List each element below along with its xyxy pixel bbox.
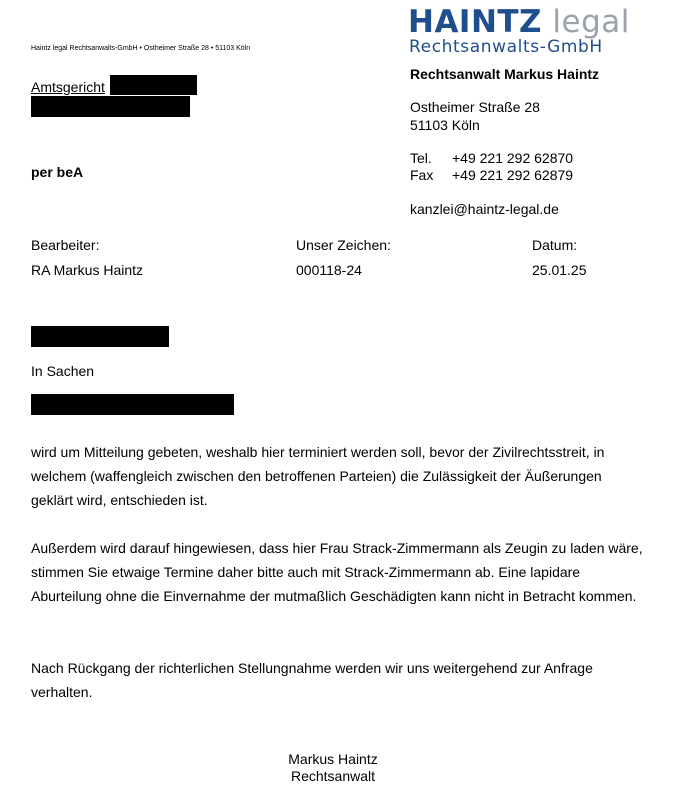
company-logo [408,4,630,40]
contact-email: kanzlei@haintz-legal.de [410,201,559,217]
sender-line: Haintz legal Rechtsanwalts-GmbH • Ostheimer Straße 28 • 51103 Köln [31,45,251,52]
datum-value: 25.01.25 [532,262,587,278]
bearbeiter-label: Bearbeiter: [31,237,100,253]
body-paragraph-2: Außerdem wird darauf hingewiesen, dass hier Frau Strack-Zimmermann als Zeugin zu laden wäre, stimmen Sie etwaige Termine daher bitte auch mit Strack-Zimmermann ab. Eine lapidare Aburteilung ohne die Einvernahme der mutmaßlich Geschädigten kann nicht in Betracht kommen. [31,540,643,604]
body-paragraph-1: wird um Mitteilung gebeten, weshalb hier terminiert werden soll, bevor der Zivilrechtsstreit, in welchem (waffengleich zwischen den betroffenen Parteien) die Zulässigkeit der Äußerungen geklärt wird, entschieden ist. [31,444,605,508]
redaction-block [31,326,169,347]
logo-light-text: legal [542,4,630,40]
signature-title: Rechtsanwalt [290,768,376,784]
body-paragraph-3: Nach Rückgang der richterlichen Stellungnahme werden wir uns weitergehend zur Anfrage verhalten. [31,660,593,700]
in-sachen-label: In Sachen [31,363,95,379]
fax-number: +49 221 292 62879 [452,167,574,183]
redaction-block [31,394,234,415]
datum-label: Datum: [532,237,578,253]
tel-label: Tel. [410,150,432,166]
contact-name: Rechtsanwalt Markus Haintz [410,66,600,82]
logo-subtitle: Rechtsanwalts-GmbH [409,37,603,57]
zeichen-label: Unser Zeichen: [296,237,391,253]
delivery-method: per beA [31,164,84,180]
zeichen-value: 000118-24 [296,262,362,278]
bearbeiter-value: RA Markus Haintz [31,262,144,278]
contact-city: 51103 Köln [410,117,480,133]
tel-number: +49 221 292 62870 [452,150,574,166]
contact-street: Ostheimer Straße 28 [410,99,540,115]
signature-name: Markus Haintz [288,751,378,767]
fax-label: Fax [410,167,434,183]
logo-bold-text: HAINTZ [408,4,543,40]
recipient-court: Amtsgericht [31,79,105,95]
redaction-block [31,96,190,117]
redaction-block [110,75,197,95]
